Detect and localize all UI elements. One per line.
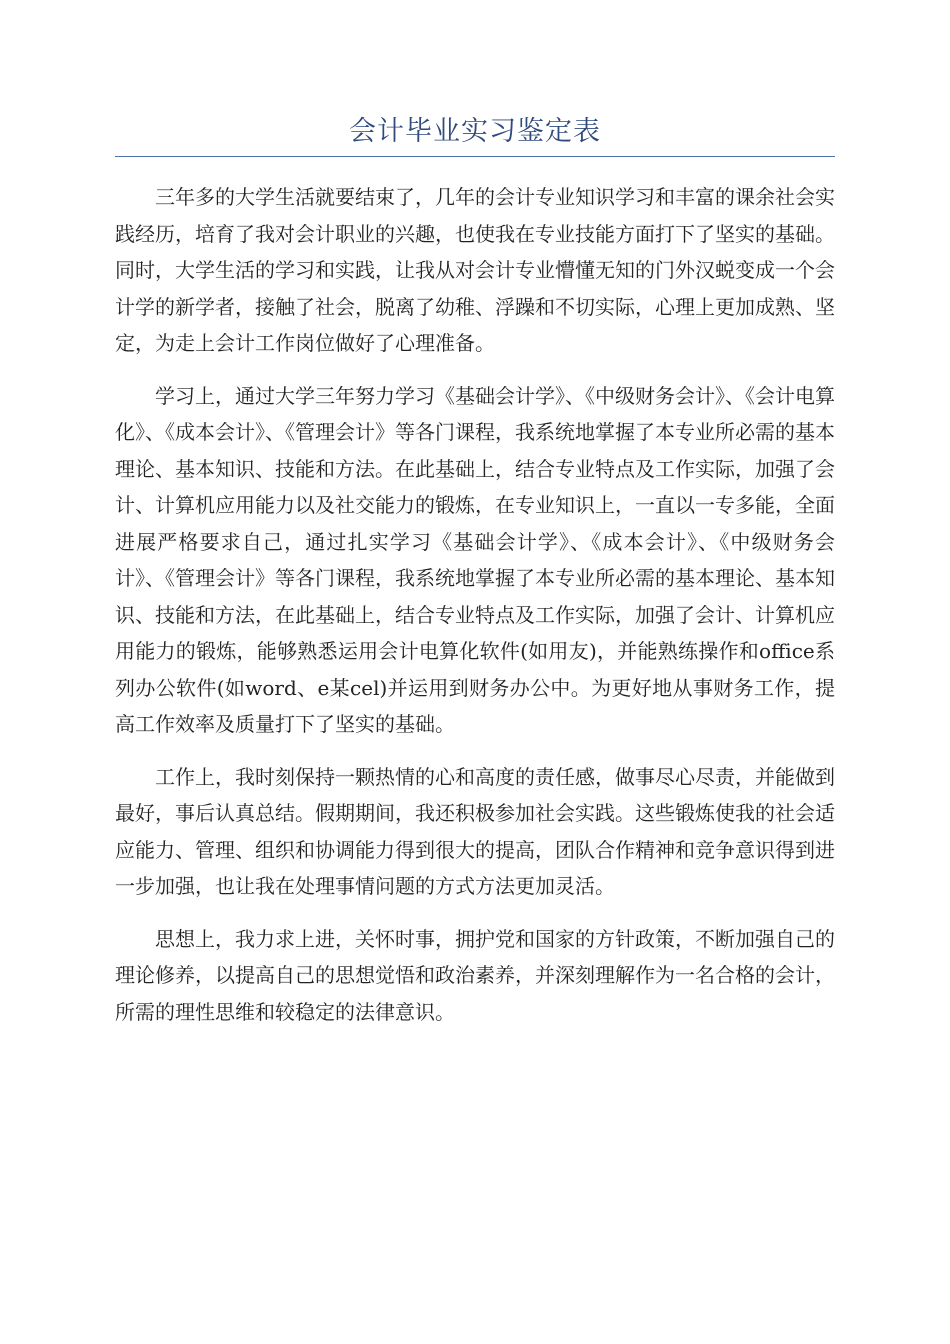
paragraph-thought: 思想上，我力求上进，关怀时事，拥护党和国家的方针政策，不断加强自己的理论修养，以提高自己的思想觉悟和政治素养，并深刻理解作为一名合格的会计，所需的理性思维和较稳定的法律意识。 (115, 926, 835, 1024)
document-title: 会计毕业实习鉴定表 (115, 110, 835, 157)
document-page (115, 110, 835, 1046)
paragraph-study: 学习上，通过大学三年努力学习《基础会计学》、《中级财务会计》、《会计电算化》、《成本会计》、《管理会计》等各门课程，我系统地掌握了本专业所必需的基本理论、基本知识、技能和方法。在此基础上，结合专业特点及工作实际，加强了会计、计算机应用能力以及社交能力的锻炼，在专业知识上，一直以一专多能，全面进展严格要求自己，通过扎实学习《基础会计学》、《成本会计》、《中级财务会计》、《管理会计》等各门课程，我系统地掌握了本专业所必需的基本理论、基本知识、技能和方法，在此基础上，结合专业特点及工作实际，加强了会计、计算机应用能力的锻炼，能够熟悉运用会计电算化软件(如用友)，并能熟练操作和office系列办公软件(如word、e某cel)并运用到财务办公中。为更好地从事财务工作，提高工作效率及质量打下了坚实的基础。 (115, 383, 835, 736)
paragraph-work: 工作上，我时刻保持一颗热情的心和高度的责任感，做事尽心尽责，并能做到最好，事后认真总结。假期期间，我还积极参加社会实践。这些锻炼使我的社会适应能力、管理、组织和协调能力得到很大的提高，团队合作精神和竞争意识得到进一步加强，也让我在处理事情问题的方式方法更加灵活。 (115, 764, 835, 898)
paragraph-intro: 三年多的大学生活就要结束了，几年的会计专业知识学习和丰富的课余社会实践经历，培育了我对会计职业的兴趣，也使我在专业技能方面打下了坚实的基础。同时，大学生活的学习和实践，让我从对会计专业懵懂无知的门外汉蜕变成一个会计学的新学者，接触了社会，脱离了幼稚、浮躁和不切实际，心理上更加成熟、坚定，为走上会计工作岗位做好了心理准备。 (115, 185, 835, 355)
document-body (115, 179, 835, 1030)
